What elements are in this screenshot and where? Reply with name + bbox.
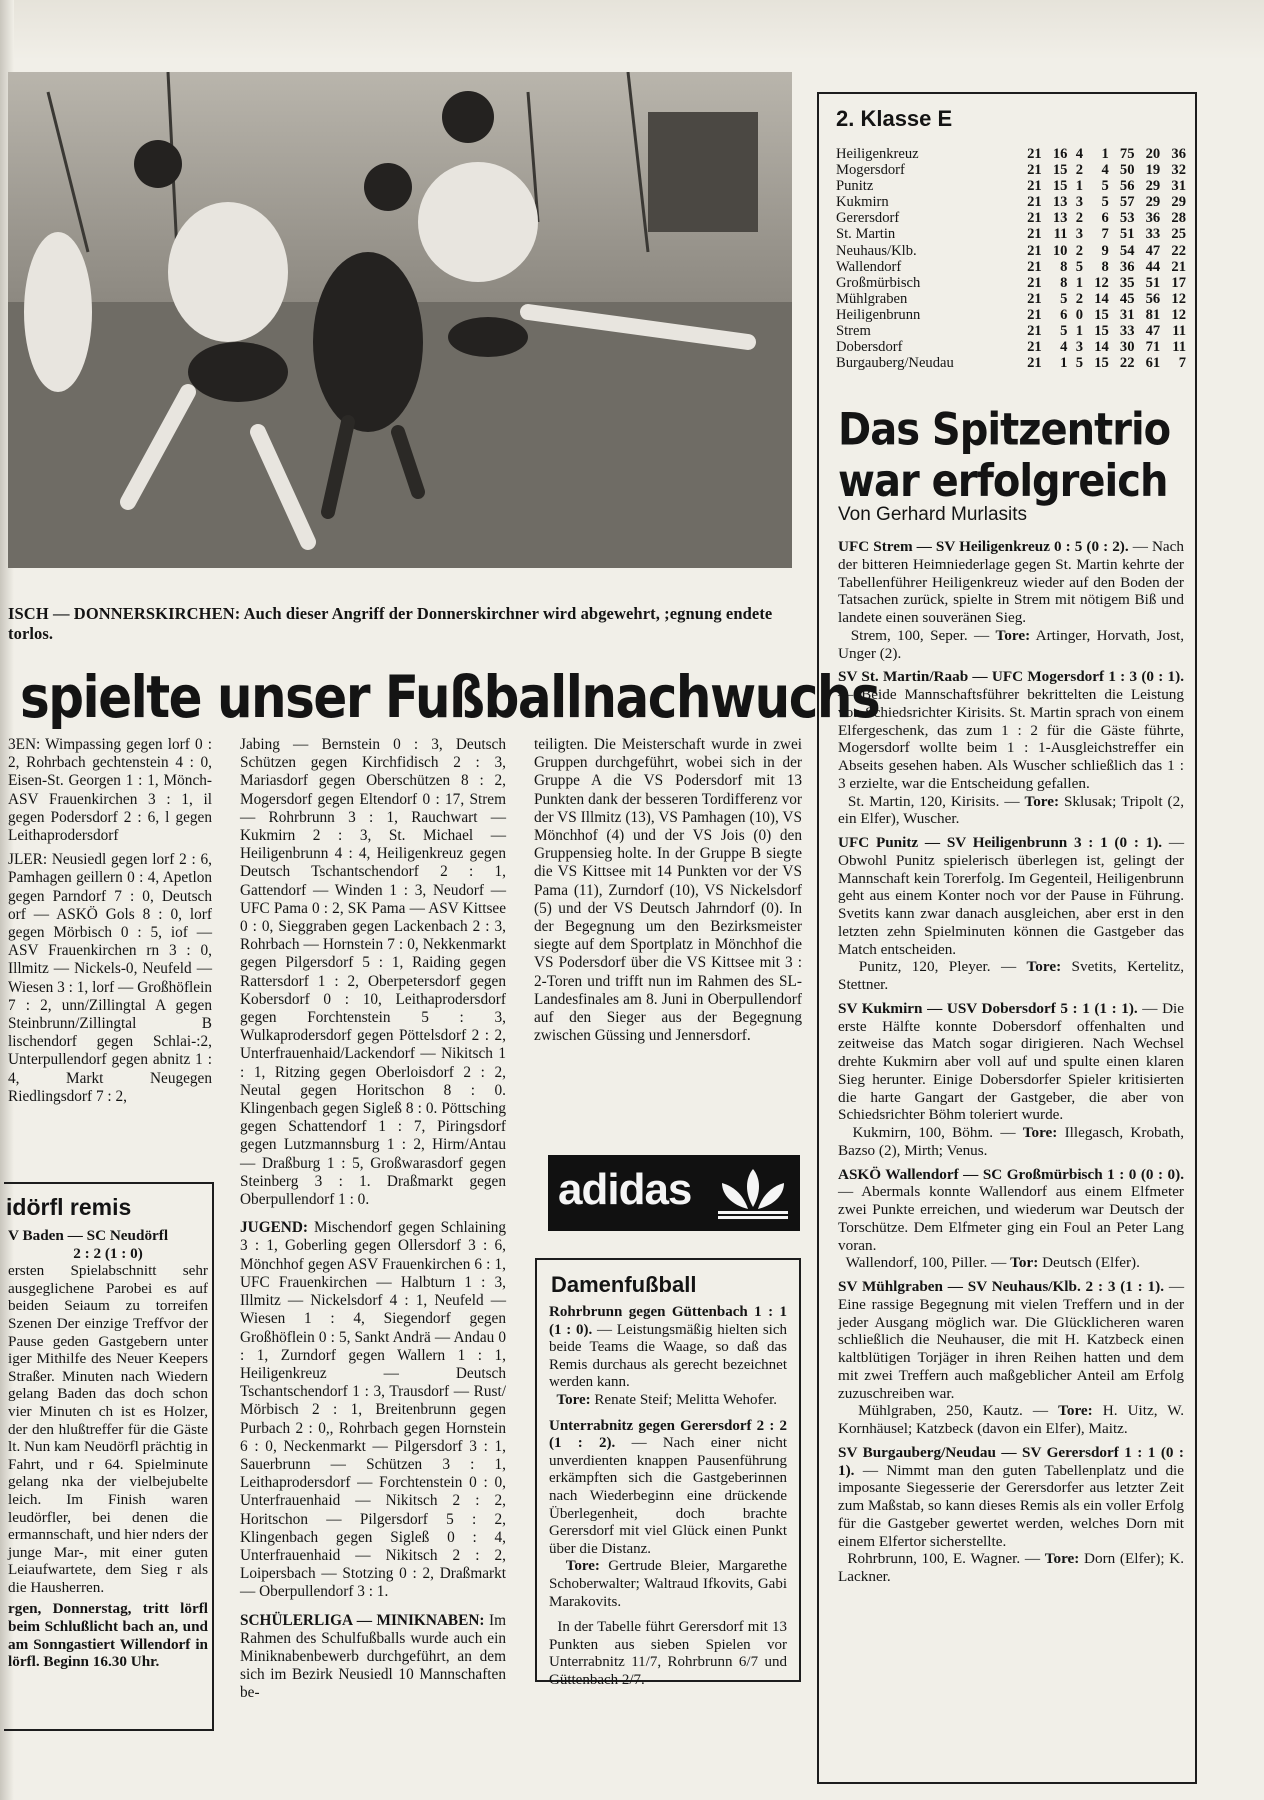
standings-value: 6 — [1101, 210, 1109, 227]
team-name: Kukmirn — [836, 194, 889, 211]
standings-value: 15 — [1052, 178, 1068, 195]
standings-value: 71 — [1145, 339, 1161, 356]
schuelerliga-continued: teiligten. Die Meisterschaft wurde in zwei Gruppen durchgeführt, wobei sich in der Gruppe A die VS Podersdorf mit 13 Punkten dank der besseren Tordifferenz vor der VS Illmitz (13), VS Pamhagen (10), VS Mönchhof (4) und der VS Jois (0) den Gruppensieg holte. In der Gruppe B siegte die VS Kittsee mit 14 Punkten vor der VS Pama (11), Zurndorf (10), VS Nickelsdorf (5) und der VS Deutsch Jahrndorf (0). In der Begegnung um den Bezirksmeister siegte auf dem Sportplatz in Mönchhof die VS Podersdorf über die VS Kittsee mit 3 : 2-Toren und trifft nun im Rahmen des SL-Landesfinales am 8. Juni in Oberpullendorf auf den Sieger aus der Begegnung zwischen Güssing und Jennersdorf. — [534, 736, 802, 1045]
standings-value: 1 — [1075, 323, 1084, 340]
standings-value: 2 — [1075, 162, 1084, 179]
standings-value: 1 — [1075, 178, 1084, 195]
match-report — [838, 538, 1184, 627]
match-scorers: Sklusak; Tripolt (2, ein Elfer), Wuscher. — [838, 792, 1184, 828]
remis-score: 2 : 2 (1 : 0) — [73, 1244, 143, 1262]
standings-value: 51 — [1119, 226, 1135, 243]
match-info — [838, 1124, 1184, 1160]
match-report — [838, 834, 1184, 958]
standings-value: 36 — [1145, 210, 1161, 227]
standings-row — [836, 291, 1186, 307]
standings-value: 4 — [1101, 162, 1109, 179]
standings-value: 56 — [1145, 290, 1161, 307]
damen-scorers-1: Renate Steif; Melitta Wehofer. — [594, 1391, 778, 1408]
standings-value: 0 — [1075, 306, 1084, 323]
standings-row — [836, 146, 1186, 162]
match-heading: SV Mühlgraben — SV Neuhaus/Klb. 2 : 3 (1 : 1). — [838, 1278, 1164, 1295]
standings-value: 22 — [1119, 355, 1135, 372]
standings-value: 5 — [1060, 290, 1068, 307]
match-tore-label: Tore: — [995, 626, 1031, 644]
team-name: Neuhaus/Klb. — [836, 242, 917, 259]
damen-scorers-2: Gertrude Bleier, Margarethe Schoberwalter; Waltraud Ifkovits, Gabi Marakovits. — [549, 1558, 788, 1610]
standings-value: 22 — [1171, 242, 1186, 259]
standings-value: 21 — [1027, 355, 1042, 372]
match-text: — Nach der bitteren Heimniederlage gegen St. Martin kehrte der Tabellenführer Heiligenkreuz wieder auf den Boden der Tatsachen zurück, spielte in Strem mit nötigem Biß und landete einen souveränen Sieg. — [838, 538, 1185, 626]
standings-value: 13 — [1052, 210, 1068, 227]
match-venue: Strem, 100, Seper. — — [850, 626, 990, 644]
standings-value: 15 — [1052, 162, 1068, 179]
team-name: Heiligenkreuz — [836, 146, 919, 162]
standings-value: 5 — [1101, 178, 1109, 195]
match-tore-label: Tore: — [1024, 792, 1060, 810]
standings-row — [836, 307, 1186, 323]
results-column-2 — [240, 736, 506, 1703]
page-headline: spielte unser Fußballnachwuchs — [20, 664, 880, 731]
match-scorers: Dorn (Elfer); K. Lackner. — [838, 1550, 1185, 1585]
team-name: Burgauberg/Neudau — [836, 355, 954, 372]
standings-row — [836, 259, 1186, 275]
standings-value: 1 — [1075, 274, 1084, 291]
match-heading: ASKÖ Wallendorf — SC Großmürbisch 1 : 0 (0 : 0). — [838, 1165, 1184, 1183]
damen-tore-label: Tore: — [565, 1558, 600, 1575]
standings-value: 21 — [1027, 226, 1042, 243]
standings-row — [836, 243, 1186, 259]
standings-value: 21 — [1027, 178, 1042, 195]
article-headline — [838, 404, 1170, 507]
standings-value: 21 — [1027, 242, 1042, 259]
standings-value: 33 — [1145, 226, 1161, 243]
team-name: Heiligenbrunn — [836, 306, 921, 323]
match-report — [838, 1000, 1184, 1124]
standings-value: 7 — [1101, 226, 1109, 243]
standings-value: 12 — [1171, 290, 1186, 307]
standings-value: 6 — [1060, 306, 1068, 323]
standings-value: 14 — [1094, 290, 1109, 307]
team-name: Großmürbisch — [836, 274, 921, 291]
damen-report-1: — Leistungsmäßig hielten sich beide Teams die Waage, so daß das Remis durchaus als gerecht bezeichnet werden kann. — [549, 1321, 787, 1391]
remis-body — [4, 1227, 212, 1671]
match-text: — Die erste Hälfte konnte Dobersdorf offenhalten und zeitweise das Match sogar dirigieren. Nach Wechsel drehte Kukmirn aber voll auf und spulte einen klaren Sieg herunter. Einige Dobersdorfer Spieler kritisierten die harte Gangart der Gastgeber, die aber von Schiedsrichter Böhm toleriert wurde. — [838, 999, 1184, 1124]
standings-value: 29 — [1145, 194, 1161, 211]
standings-value: 21 — [1027, 306, 1042, 323]
adidas-trefoil-icon — [714, 1167, 792, 1219]
page-top-shadow — [0, 0, 1264, 60]
standings-value: 15 — [1094, 323, 1109, 340]
schuelerliga-text: Im Rahmen des Schulfußballs wurde auch ein Miniknabenbewerb durchgeführt, an dem sich im Bezirk Neusiedl 10 Mannschaften be- — [240, 1611, 507, 1702]
remis-next: rgen, Donnerstag, tritt lörfl beim Schlußlicht bach an, und am Sonngastiert Willendorf in lörfl. Beginn 16.30 Uhr. — [8, 1600, 208, 1671]
standings-value: 8 — [1060, 258, 1068, 275]
standings-value: 16 — [1052, 146, 1068, 162]
match-venue: Wallendorf, 100, Piller. — — [845, 1254, 1007, 1272]
standings-value: 31 — [1171, 178, 1186, 195]
standings-value: 8 — [1101, 258, 1109, 275]
standings-value: 44 — [1145, 258, 1161, 275]
match-heading: UFC Strem — SV Heiligenkreuz 0 : 5 (0 : 2). — [838, 538, 1129, 555]
match-scorers: H. Uitz, W. Kornhäusel; Katzbeck (davon ein Elfer), Maitz. — [838, 1402, 1185, 1437]
results-paragraph: 3EN: Wimpassing gegen lorf 0 : 2, Rohrbach gechtenstein 4 : 0, Eisen-St. Georgen 1 : 1, Mönch-ASV Frauenkirchen 3 : 1, il gegen Podersdorf 2 : 6, l gegen Leithaprodersdorf — [8, 736, 212, 845]
standings-value: 36 — [1119, 258, 1135, 275]
match-report — [838, 668, 1184, 792]
match-tore-label: Tore: — [1026, 958, 1062, 976]
standings-value: 20 — [1145, 146, 1161, 162]
match-info — [838, 1402, 1184, 1438]
article-headline-line-2: war erfolgreich — [838, 455, 1168, 508]
standings-value: 19 — [1145, 162, 1161, 179]
standings-value: 32 — [1171, 162, 1186, 179]
damen-match-1: Rohrbrunn gegen Güttenbach 1 : 1 (1 : 0). — [549, 1304, 787, 1338]
adidas-wordmark: adidas — [558, 1165, 692, 1214]
standings-value: 57 — [1119, 194, 1135, 211]
damen-body — [537, 1304, 799, 1689]
match-text: — Nimmt man den guten Tabellenplatz und die imposante Siegesserie der Gerersdorfer aus letzter Zeit zum Maßstab, so kann dieses Remis als ein voller Erfolg für die Gastgeber gewertet werden, welches Dorn mit einem Elfertor sicherstellte. — [838, 1461, 1184, 1550]
article-body — [838, 538, 1184, 1586]
match-venue: Kukmirn, 100, Böhm. — — [852, 1124, 1016, 1141]
standings-value: 28 — [1171, 210, 1186, 227]
remis-text: ersten Spielabschnitt sehr ausgeglichene Parobei es auf beiden Seiaum zu torreifen Szenen Der einzige Treffvor der Pause geden Gastgebern unter iger Mithilfe des Neuer Keepers Straßer. Minuten nach Wiedern gelang Baden das doch schon vier Minuten ch ist es Holzer, der den hlußtreffer für die Gäste lt. Nun kam Neudörfl prächtig in Fahrt, und r 64. Spielminute gelang nka der vielbejubelte leich. Im Finish waren leudörfler, bei denen die ermannschaft, und hier nders der junge Mar-, mit einer guten Leiaufwartete, dem Sieg r als die Hausherren. — [8, 1262, 208, 1596]
team-name: Mogersdorf — [836, 162, 905, 179]
team-name: Strem — [836, 323, 871, 340]
standings-value: 7 — [1178, 355, 1186, 372]
standings-value: 81 — [1145, 306, 1161, 323]
match-report — [838, 1278, 1184, 1402]
match-tore-label: Tore: — [1022, 1124, 1058, 1141]
team-name: St. Martin — [836, 226, 896, 243]
standings-row — [836, 210, 1186, 226]
standings-value: 4 — [1060, 339, 1068, 356]
standings-value: 31 — [1119, 306, 1135, 323]
standings-value: 1 — [1101, 146, 1109, 162]
standings-value: 47 — [1145, 323, 1161, 340]
standings-value: 15 — [1094, 306, 1109, 323]
standings-value: 30 — [1119, 339, 1135, 356]
standings-value: 29 — [1171, 194, 1186, 211]
schuelerliga-label: SCHÜLERLIGA — MINIKNABEN: — [240, 1611, 485, 1629]
standings-value: 2 — [1075, 290, 1084, 307]
remis-box — [4, 1182, 214, 1731]
standings-value: 33 — [1119, 323, 1135, 340]
damen-tore-label: Tore: — [556, 1391, 591, 1408]
standings-value: 61 — [1145, 355, 1161, 372]
match-info — [838, 1254, 1184, 1272]
standings-value: 21 — [1171, 258, 1186, 275]
match-venue: Punitz, 120, Pleyer. — — [858, 958, 1017, 976]
remis-title: idörfl remis — [6, 1194, 132, 1220]
match-scorers: Illegasch, Krobath, Bazso (2), Mirth; Venus. — [838, 1124, 1184, 1159]
match-venue: Mühlgraben, 250, Kautz. — — [858, 1402, 1049, 1420]
match-info — [838, 627, 1184, 663]
match-info — [838, 1550, 1184, 1586]
standings-row — [836, 275, 1186, 291]
adidas-ad — [548, 1155, 800, 1231]
match-heading: SV St. Martin/Raab — UFC Mogersdorf 1 : 3 (0 : 1). — [838, 668, 1184, 686]
standings-value: 2 — [1075, 242, 1084, 259]
standings-value: 11 — [1172, 339, 1186, 356]
match-venue: St. Martin, 120, Kirisits. — — [847, 792, 1020, 810]
standings-value: 13 — [1052, 194, 1068, 211]
standings-value: 47 — [1145, 242, 1161, 259]
jugend-label: JUGEND: — [240, 1219, 308, 1237]
standings-value: 12 — [1094, 274, 1109, 291]
team-name: Punitz — [836, 178, 874, 195]
standings-value: 5 — [1060, 323, 1068, 340]
standings-value: 21 — [1027, 290, 1042, 307]
standings-value: 45 — [1119, 290, 1135, 307]
team-name: Gerersdorf — [836, 210, 900, 227]
standings-value: 75 — [1119, 146, 1135, 162]
standings-row — [836, 226, 1186, 242]
standings-table — [836, 146, 1186, 371]
standings-value: 8 — [1060, 274, 1068, 291]
standings-value: 3 — [1075, 194, 1084, 211]
standings-value: 17 — [1171, 274, 1186, 291]
standings-value: 11 — [1053, 226, 1068, 243]
match-scorers: Svetits, Kertelitz, Stettner. — [838, 958, 1185, 993]
standings-value: 50 — [1119, 162, 1135, 179]
standings-value: 5 — [1075, 355, 1084, 372]
standings-row — [836, 339, 1186, 355]
standings-value: 9 — [1101, 242, 1109, 259]
standings-value: 1 — [1060, 355, 1068, 372]
results-column-3 — [534, 736, 802, 1045]
standings-value: 21 — [1027, 258, 1042, 275]
damenfussball-box — [535, 1258, 801, 1688]
standings-value: 21 — [1027, 194, 1042, 211]
match-venue: Rohrbrunn, 100, E. Wagner. — — [847, 1550, 1041, 1568]
standings-value: 21 — [1027, 210, 1042, 227]
match-tore-label: Tore: — [1058, 1402, 1093, 1420]
standings-value: 15 — [1094, 355, 1109, 372]
team-name: Dobersdorf — [836, 339, 903, 356]
damen-match-2: Unterrabnitz gegen Gerersdorf 2 : 2 (1 : 2). — [549, 1417, 787, 1452]
standings-row — [836, 355, 1186, 371]
damen-table-note: In der Tabelle führt Gerersdorf mit 13 Punkten aus sieben Spielen vor Unterrabnitz 11/7, Rohrbrunn 6/7 und Güttenbach 2/7. — [549, 1619, 787, 1688]
photo-caption: ISCH — DONNERSKIRCHEN: Auch dieser Angriff der Donnerskirchner wird abgewehrt, ;egnung endete torlos. — [8, 604, 773, 643]
match-heading: SV Burgauberg/Neudau — SV Gerersdorf 1 : 1 (0 : 1). — [838, 1443, 1184, 1479]
match-info — [838, 958, 1184, 994]
standings-value: 3 — [1075, 226, 1084, 243]
standings-value: 21 — [1027, 339, 1042, 356]
standings-value: 29 — [1145, 178, 1161, 195]
match-text: — Abermals konnte Wallendorf aus einem Elfmeter zwei Punkte erreichen, und wiederum war Deutsch der Torschütze. Dem Elfmeter ging ein Foul an Peter Lang voran. — [838, 1183, 1184, 1254]
results-column-1 — [8, 736, 212, 1106]
standings-value: 51 — [1145, 274, 1161, 291]
standings-value: 2 — [1075, 210, 1084, 227]
standings-value: 5 — [1075, 258, 1084, 275]
standings-value: 36 — [1171, 146, 1186, 162]
standings-value: 14 — [1094, 339, 1109, 356]
article-byline: Von Gerhard Murlasits — [838, 504, 1028, 525]
match-heading: SV Kukmirn — USV Dobersdorf 5 : 1 (1 : 1). — [838, 999, 1138, 1017]
match-photo — [8, 72, 792, 568]
match-tore-label: Tore: — [1044, 1550, 1080, 1568]
standings-value: 21 — [1027, 323, 1042, 340]
standings-value: 35 — [1119, 274, 1135, 291]
results-paragraph: JLER: Neusiedl gegen lorf 2 : 6, Pamhagen geillern 0 : 4, Apetlon gegen Parndorf 7 : 0, Deutsch orf — ASKÖ Gols 8 : 0, lorf gegen Mörbisch 0 : 5, iof — ASV Frauenkirchen rn 3 : 0, Illmitz — Nickels-0, Neufeld — Wiesen 3 : 1, lorf — Großhöflein 7 : 2, unn/Zillingtal A gegen Steinbrunn/Zillingtal B lischendorf gegen Schlai-:2, Unterpullendorf gegen abnitz 1 : 4, Markt Neugegen Riedlingsdorf 7 : 2, — [8, 851, 212, 1105]
standings-row — [836, 194, 1186, 210]
standings-value: 11 — [1172, 323, 1186, 340]
match-info — [838, 793, 1184, 829]
standings-row — [836, 178, 1186, 194]
damen-title: Damenfußball — [551, 1272, 697, 1297]
match-tore-label: Tor: — [1010, 1254, 1039, 1272]
match-report — [838, 1166, 1184, 1255]
standings-value: 10 — [1052, 242, 1068, 259]
remis-match: V Baden — SC Neudörfl — [8, 1227, 169, 1244]
damen-report-2: — Nach einer nicht unverdienten knappen Pausenführung erkämpften sich die Gastgeberinnen nach Wiederbeginn eine drückende Überlegenheit, doch brachte Gerersdorf mit viel Glück einen Punkt über die Distanz. — [549, 1435, 787, 1557]
standings-value: 25 — [1171, 226, 1186, 243]
standings-value: 21 — [1027, 162, 1042, 179]
article-headline-line-1: Das Spitzentrio — [838, 404, 1171, 456]
standings-value: 21 — [1027, 146, 1042, 162]
results-paragraph: Jabing — Bernstein 0 : 3, Deutsch Schützen gegen Kirchfidisch 2 : 3, Mariasdorf gegen Oberschützen 8 : 2, Mogersdorf gegen Eltendorf 0 : 17, Strem — Rohrbrunn 3 : 1, Rauchwart — Kukmirn 2 : 3, St. Michael — Heiligenbrunn 4 : 4, Heiligenkreuz gegen Deutsch Tschantschendorf 2 : 1, Gattendorf — Winden 1 : 3, Neudorf — UFC Pama 0 : 2, SK Pama — ASV Kittsee 0 : 0, Sieggraben gegen Lackenbach 2 : 3, Rohrbach — Hornstein 7 : 0, Nekkenmarkt gegen Pilgersdorf 5 : 1, Raiding gegen Rattersdorf 1 : 2, Oberpetersdorf gegen Kobersdorf 0 : 10, Leithaprodersdorf gegen Forchtenstein 5 : 3, Wulkaprodersdorf gegen Pöttelsdorf 2 : 2, Unterfrauenhaid/Lackendorf — Nikitsch 1 : 1, Ritzing gegen Oberloisdorf 2 : 2, Neutal gegen Horitschon 8 : 0. Klingenbach gegen Sigleß 8 : 0. Pöttsching gegen Schattendorf 1 : 7, Piringsdorf gegen Lutzmannsburg 1 : 2, Hirm/Antau — Draßburg 1 : 5, Großwarasdorf gegen Steinberg 3 : 1. Draßmarkt gegen Oberpullendorf 1 : 0. — [240, 736, 506, 1209]
standings-value: 53 — [1119, 210, 1135, 227]
standings-value: 3 — [1075, 339, 1084, 356]
match-text: — Eine rassige Begegnung mit vielen Treffern und in der jeder Ausgang möglich war. Die Glücklicheren waren schließlich die Neuhauser, die mit H. Katzbeck einen kaltblütigen Torjäger in ihren Reihen hatten und dem mit zwei Treffern auch maßgeblicher Anteil am Erfolg zuzuschreiben war. — [838, 1278, 1184, 1402]
standings-row — [836, 162, 1186, 178]
standings-value: 56 — [1119, 178, 1135, 195]
standings-title: 2. Klasse E — [836, 106, 953, 131]
jugend-results: Mischendorf gegen Schlaining 3 : 1, Goberling gegen Ollersdorf 3 : 6, Mönchhof gegen ASV Frauenkirchen 6 : 1, UFC Frauenkirchen — Halbturn 1 : 3, Illmitz — Nickelsdorf 4 : 1, Neufeld — Wiesen 1 : 4, Siegendorf gegen Großhöflein 0 : 5, Sankt Andrä — Andau 0 : 1, Zurndorf gegen Wallern 1 : 1, Heiligenkreuz — Deutsch Tschantschendorf 1 : 3, Trausdorf — Rust/ Mörbisch 2 : 1, Breitenbrunn gegen Purbach 2 : 0,, Rohrbach gegen Hornstein 6 : 0, Neckenmarkt — Pilgersdorf 3 : 1, Sauerbrunn — Schützen 3 : 1, Leithaprodersdorf — Forchtenstein 0 : 0, Unterfrauenhaid — Nikitsch 2 : 2, Horitschon — Pilgersdorf 5 : 2, Klingenbach gegen Sigleß 0 : 4, Unterfrauenhaid — Nikitsch 2 : 2, Loipersbach — Stotzing 0 : 2, Draßmarkt — Oberpullendorf 3 : 1. — [240, 1219, 506, 1601]
team-name: Wallendorf — [836, 258, 902, 275]
match-scorers: Deutsch (Elfer). — [1042, 1254, 1140, 1272]
match-text: — Obwohl Punitz spielerisch überlegen ist, gelingt der Mannschaft kein Torerfolg. Im Gegenteil, Heiligenbrunn geht aus einem Konter noch vor der Pause in Führung. Svetits kann zwar danach ausgleichen, aber erst in den letzten zehn Spielminuten können die Gastgeber das Match entscheiden. — [838, 834, 1185, 958]
match-heading: UFC Punitz — SV Heiligenbrunn 3 : 1 (0 : 1). — [838, 834, 1163, 851]
match-report — [838, 1444, 1184, 1551]
standings-value: 21 — [1027, 274, 1042, 291]
standings-row — [836, 323, 1186, 339]
match-text: — Beide Mannschaftsführer bekrittelten die Leistung von Schiedsrichter Kirisits. St. Martin sprach von einem Elfergeschenk, das zum 1 : 2 für die Gäste führte, Mogersdorf wollte beim 1 : 1-Ausgleichstreffer ein Abseits gesehen haben. Als Wuscher schließlich das 1 : 3 erzielte, war die Entscheidung gefallen. — [838, 686, 1184, 792]
standings-value: 5 — [1101, 194, 1109, 211]
standings-value: 12 — [1171, 306, 1186, 323]
match-scorers: Artinger, Horvath, Jost, Unger (2). — [838, 626, 1185, 662]
team-name: Mühlgraben — [836, 290, 908, 307]
standings-value: 54 — [1119, 242, 1135, 259]
standings-value: 4 — [1075, 146, 1084, 162]
